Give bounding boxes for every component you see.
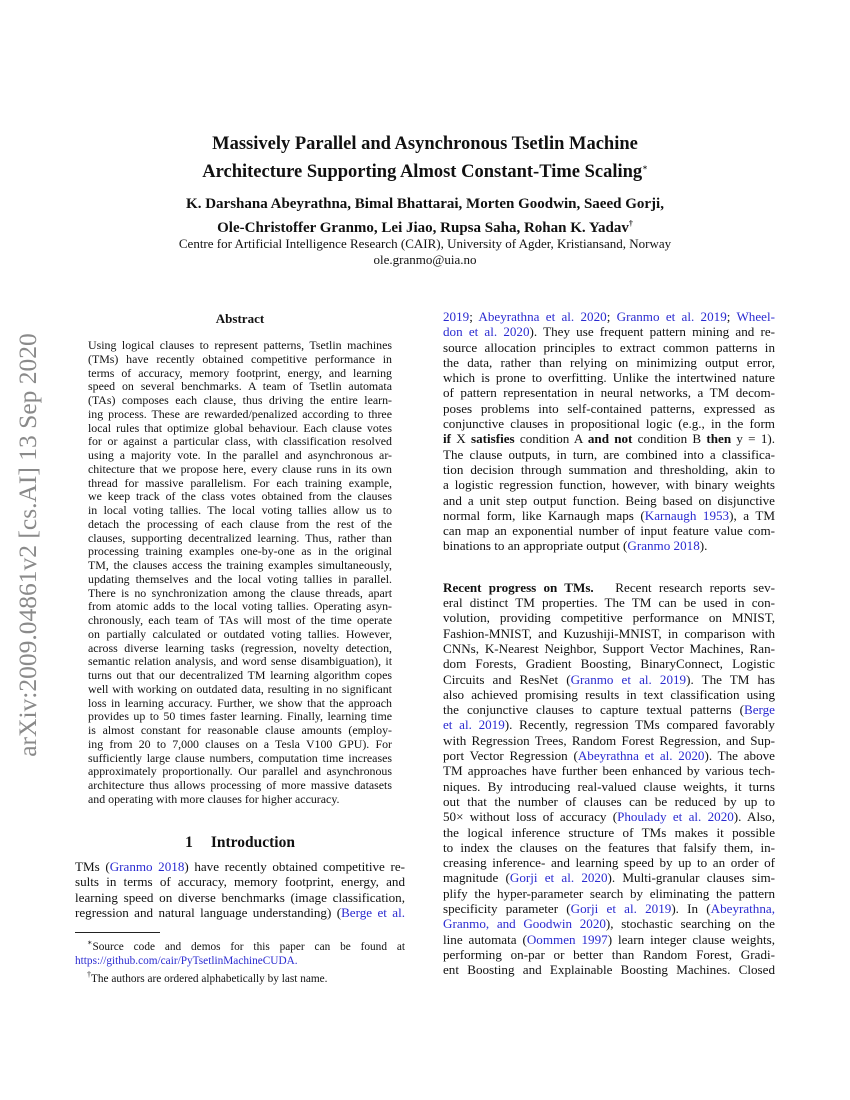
text-line [443, 901, 775, 916]
text-run: of pattern representation in neural networks, a TM decom- [443, 385, 775, 401]
text-line [88, 353, 392, 367]
text-run: ). They use frequent pattern mining and re- [529, 324, 776, 340]
citation-link[interactable]: Berge et al. [341, 904, 405, 920]
footnote-2-mark: † [87, 969, 91, 979]
section-heading-introduction [75, 834, 405, 852]
footnote-2-text: The authors are ordered alphabetically by last name. [91, 972, 328, 985]
text-line [443, 687, 775, 702]
text-line [443, 702, 775, 717]
text-run: CNNs, K-Nearest Neighbor, Support Vector Machines, Ran- [443, 640, 775, 656]
affiliation-email: ole.granmo@uia.no [373, 251, 477, 267]
footnotes [75, 936, 405, 986]
text-line [443, 641, 775, 656]
text-line [88, 697, 392, 711]
text-run: ; [606, 309, 617, 324]
text-run: well with working on outdated data, resulting in no significant [88, 681, 392, 696]
text-run: performing on-par or better than Random Forest, Gradi- [443, 946, 775, 962]
footnote-1-text: Source code and demos for this paper can be found at [92, 940, 405, 953]
text-line [88, 683, 392, 697]
text-run: normal form, like Karnaugh maps ( [443, 507, 645, 523]
text-run: ). Recently, regression TMs compared favorably [504, 717, 775, 733]
bold-text: and not [587, 431, 633, 447]
text-run: updating themselves and the local voting tallies in parallel. [88, 571, 392, 586]
text-run: Fashion-MNIST, and Kuzushiji-MNIST, in comparison with [443, 625, 775, 641]
text-run: Circuits and ResNet ( [443, 671, 571, 687]
text-line [88, 408, 392, 422]
text-run: out that the number of clauses can be reduced by up to [443, 793, 775, 809]
text-run: turns out that our decentralized TM learning algorithm copes [88, 668, 392, 682]
text-run: ), a TM [729, 507, 776, 523]
text-run: poses problems into self-contained patterns, expressed as [443, 400, 775, 416]
citation-link[interactable]: Oommen 1997 [526, 931, 608, 947]
text-run: 50× without loss of accuracy ( [443, 809, 618, 825]
abstract-heading: Abstract [215, 311, 265, 326]
text-run: ). [699, 538, 708, 554]
text-run: ). The above [704, 748, 775, 764]
text-line [88, 573, 392, 587]
introduction-body [75, 859, 405, 920]
text-run: with Regression Trees, Random Forest Regression, and Sup- [443, 732, 775, 748]
text-run: the conjunctive clauses to capture textual patterns ( [443, 702, 744, 718]
section-number: 1 [185, 834, 193, 851]
bold-text: Recent progress on TMs. [443, 579, 594, 595]
text-run: source allocation principles to extract common patterns in [443, 339, 775, 355]
text-line [88, 587, 392, 601]
footnote-2 [75, 968, 405, 986]
title-line-2: Architecture Supporting Almost Constant-Time Scaling [202, 162, 643, 183]
citation-link[interactable]: Granmo, and Goodwin 2020 [443, 916, 606, 932]
text-run: conjunctive clauses in propositional logic (e.g., in the form [443, 416, 775, 432]
text-run: ). The TM has [686, 671, 775, 687]
citation-link[interactable]: Abeyrathna et al. 2020 [478, 309, 607, 324]
text-line [88, 490, 392, 504]
text-line [88, 380, 392, 394]
text-run: in local voting tallies. The local voting tallies allow us to [88, 503, 392, 517]
citation-link[interactable]: Granmo et al. 2019 [616, 309, 727, 324]
text-run: condition B [632, 431, 707, 447]
text-run: ). In ( [671, 900, 711, 916]
text-run: which is prone to overfitting. Unlike the intertwined nature [443, 370, 775, 386]
text-line [88, 669, 392, 683]
text-run: across diverse learning tasks (regression, novelty detection, [88, 640, 392, 655]
text-line [88, 752, 392, 766]
text-run: niques. By introducing real-valued clause weights, it turns [443, 778, 775, 794]
footnote-divider [75, 932, 160, 933]
text-run: ). Multi-granular clauses sim- [607, 870, 775, 886]
text-line [88, 504, 392, 518]
affiliation [0, 236, 850, 267]
text-line [88, 449, 392, 463]
text-run: learning speed on diverse benchmarks (image classification, [75, 889, 405, 905]
text-line [443, 324, 775, 339]
citation-link[interactable]: Granmo 2018 [109, 859, 185, 874]
text-run: eral distinct TM properties. The TM can be used in con- [443, 595, 775, 611]
text-line [443, 855, 775, 870]
citation-link[interactable]: Berge [743, 702, 775, 718]
text-run: ent Boosting and Explainable Boosting Machines. Closed [443, 962, 775, 978]
text-run: using a majority vote. In the parallel and asynchronous ar- [88, 448, 392, 462]
text-line [443, 932, 775, 947]
text-line [443, 477, 775, 492]
text-run: (TAs) composes each clause, thus driving the entire learn- [88, 393, 392, 407]
bold-text: if [443, 431, 451, 447]
text-run: X [451, 431, 471, 447]
text-line [443, 947, 775, 962]
text-run: port Vector Regression ( [443, 748, 578, 764]
text-run: semantic relation analysis, and word sense disambiguation), it [88, 654, 392, 669]
text-line [443, 825, 775, 840]
paragraph [443, 580, 775, 978]
text-run: clauses, supporting decentralized learning. Thus, rather than [88, 530, 392, 545]
affiliation-institution: Centre for Artificial Intelligence Research (CAIR), University of Agder, Kristiansand, Norway [178, 236, 672, 251]
text-line [88, 435, 392, 449]
text-line [443, 733, 775, 748]
text-line [88, 779, 392, 793]
text-line [88, 559, 392, 573]
text-line [443, 431, 775, 446]
citation-link[interactable]: Wheel- [736, 309, 775, 324]
text-line [88, 765, 392, 779]
citation-link[interactable]: Abeyrathna, [710, 900, 775, 916]
text-run: sufficiently large clause numbers, computation time increases [88, 750, 392, 765]
text-line [88, 600, 392, 614]
text-run: ). Also, [733, 809, 776, 825]
text-run: ing from 20 to 7,000 clauses on a Tesla V100 GPU). For [88, 736, 392, 751]
text-run: from atomic adds to the local voting tallies. Operating asyn- [88, 599, 392, 614]
text-run: TM approaches have further been enhanced by various tech- [443, 763, 775, 779]
text-line [443, 610, 775, 625]
text-line [443, 916, 775, 931]
text-run: detach the processing of each clause from the rest of the [88, 516, 392, 531]
text-line [75, 874, 405, 889]
text-line [443, 840, 775, 855]
text-run: ), stochastic searching on the [605, 916, 775, 932]
text-run: TMs ( [75, 859, 110, 874]
text-line [443, 309, 775, 324]
text-line [443, 779, 775, 794]
text-line [88, 339, 392, 353]
text-run: line automata ( [443, 931, 527, 947]
text-run: plify the hyper-parameter search by eliminating the pattern [443, 885, 775, 901]
text-run: binations to an appropriate output ( [443, 538, 628, 554]
text-line [443, 370, 775, 385]
text-line [443, 626, 775, 641]
text-line [443, 717, 775, 732]
text-line [88, 367, 392, 381]
title-line-1: Massively Parallel and Asynchronous Tsetlin Machine [212, 134, 638, 154]
text-run: ) have recently obtained competitive re- [184, 859, 405, 874]
text-run: thread for massive parallelism. For each training example, [88, 475, 392, 490]
bold-text: then [706, 431, 732, 447]
text-run: chronously, each team of TAs will most of the time operate [88, 613, 392, 627]
text-line [75, 890, 405, 905]
text-line [443, 493, 775, 508]
text-run: magnitude ( [443, 870, 510, 886]
text-run: tion decision through summation and thresholding, akin to [443, 461, 775, 477]
text-run: terms of accuracy, memory footprint, energy, and learning [88, 365, 392, 380]
text-line [88, 518, 392, 532]
text-run: provides up to 50 times faster learning. Finally, learning time [88, 709, 392, 724]
text-line [443, 809, 775, 824]
text-line [88, 793, 392, 807]
text-run: can map an exponential number of input feature value com- [443, 523, 775, 539]
citation-link[interactable]: don et al. 2020 [443, 324, 530, 340]
text-run: regression and natural language understanding) ( [75, 904, 342, 920]
text-line [88, 477, 392, 491]
text-line [88, 545, 392, 559]
text-run: The clause outputs, in turn, are combined into a classifica- [443, 446, 775, 462]
source-code-link[interactable]: https://github.com/cair/PyTsetlinMachineCUDA. [75, 954, 298, 967]
text-line [443, 763, 775, 778]
citation-link[interactable]: Karnaugh 1953 [644, 507, 730, 523]
text-line [88, 394, 392, 408]
author-list [0, 195, 850, 238]
footnote-1 [75, 936, 405, 954]
text-line [88, 710, 392, 724]
citation-link[interactable]: Granmo et al. 2019 [570, 671, 687, 687]
abstract-body [88, 339, 392, 807]
paper-title [0, 133, 850, 184]
text-line [443, 340, 775, 355]
text-run: a logistic regression function, however, with binary weights [443, 477, 775, 493]
authors-line-1: K. Darshana Abeyrathna, Bimal Bhattarai, Morten Goodwin, Saeed Gorji, [186, 196, 664, 212]
text-line [88, 422, 392, 436]
text-run: ; [726, 309, 737, 324]
text-run: y = 1). [731, 431, 775, 447]
text-run: ; [469, 309, 479, 324]
authors-line-2: Ole-Christoffer Granmo, Lei Jiao, Rupsa Saha, Rohan K. Yadav [217, 220, 629, 236]
text-line [443, 870, 775, 885]
text-run: dom Forests, Gradient Boosting, BinaryConnect, Logistic [443, 656, 775, 672]
text-line [88, 738, 392, 752]
text-line [443, 794, 775, 809]
text-run: (TMs) have recently obtained competitive performance in [88, 351, 392, 366]
text-run: condition A [514, 431, 588, 447]
text-run: on partially calculated or outdated voting tallies. However, [88, 626, 392, 641]
text-run: ) learn integer clause weights, [607, 931, 775, 947]
text-line [88, 655, 392, 669]
text-run: also achieved promising results in text classification using [443, 686, 775, 702]
section-title: Introduction [210, 834, 295, 851]
citation-link[interactable]: Granmo 2018 [627, 538, 700, 554]
text-run: and a unit step output function. Being based on disjunctive [443, 492, 775, 508]
text-line [443, 447, 775, 462]
text-run: to index the clauses on the features that falsify them, in- [443, 839, 775, 855]
text-line [443, 416, 775, 431]
text-run: chitecture that we propose here, every clause runs in its own [88, 461, 392, 476]
text-run: volution, providing competitive performance on MNIST, [443, 610, 775, 626]
paragraph [88, 339, 392, 807]
paragraph [443, 309, 775, 554]
text-run: the logical inference structure of TMs makes it possible [443, 824, 775, 840]
text-line [75, 859, 405, 874]
citation-link[interactable]: Gorji et al. 2019 [570, 900, 672, 916]
text-run: for or against a particular class, with classification resolved [88, 434, 392, 449]
text-line [443, 462, 775, 477]
text-line [88, 628, 392, 642]
citation-link[interactable]: 2019 [443, 309, 470, 324]
text-line [443, 385, 775, 400]
citation-link[interactable]: Phoulady et al. 2020 [617, 809, 734, 825]
text-run: sults in terms of accuracy, memory footprint, energy, and [75, 874, 405, 890]
text-line [443, 508, 775, 523]
text-run: and operating with more clauses for higher accuracy. [88, 791, 340, 806]
text-line [88, 724, 392, 738]
text-line [75, 905, 405, 920]
text-run: Using logical clauses to represent patterns, Tsetlin machines [88, 338, 392, 352]
text-run: the data, rather than relying on minimizing output error, [443, 354, 775, 370]
text-run: architecture thus allows processing of more massive datasets [88, 778, 392, 792]
text-line [443, 595, 775, 610]
citation-link[interactable]: et al. 2019 [443, 717, 505, 733]
text-line [88, 614, 392, 628]
authors-footnote-mark: † [628, 219, 633, 228]
text-run: is almost constant for reasonable clause amounts (employ- [88, 723, 392, 737]
text-run: approximately proportionally. Our parallel and asynchronous [88, 764, 392, 779]
text-run: local rules that optimize global behaviour. Each clause votes [88, 420, 392, 435]
arxiv-identifier-stamp: arXiv:2009.04861v2 [cs.AI] 13 Sep 2020 [13, 333, 42, 757]
title-footnote-mark: ∗ [642, 163, 648, 172]
text-run: creasing inference- and learning speed by up to an order of [443, 855, 775, 871]
text-line [88, 463, 392, 477]
text-line [443, 962, 775, 977]
bold-text: satisfies [470, 431, 515, 447]
text-run: There is no synchronization among the clause threads, apart [88, 585, 392, 600]
text-line [443, 355, 775, 370]
text-line [88, 642, 392, 656]
text-run: ing process. These are rewarded/penalized according to three [88, 406, 392, 421]
text-run: loss in learning accuracy. Further, we show that the approach [88, 695, 392, 710]
paragraph [75, 859, 405, 920]
text-line [443, 886, 775, 901]
text-line [88, 532, 392, 546]
text-line [443, 538, 775, 553]
text-line [443, 580, 775, 595]
text-line [443, 401, 775, 416]
text-line [443, 656, 775, 671]
text-run: specificity parameter ( [443, 900, 571, 916]
text-run: TM, the clauses access the training examples simultaneously, [88, 558, 392, 572]
text-run: speed on several benchmarks. A team of Tsetlin automata [88, 379, 392, 394]
text-run: Recent research reports sev- [593, 579, 776, 595]
text-line [443, 523, 775, 538]
text-run: we keep track of the class votes obtained from the clauses [88, 489, 392, 504]
citation-link[interactable]: Abeyrathna et al. 2020 [577, 748, 705, 764]
citation-link[interactable]: Gorji et al. 2020 [509, 870, 608, 886]
footnote-1-mark: ∗ [87, 938, 93, 947]
text-line [443, 672, 775, 687]
text-run: processing training examples one-by-one as in the original [88, 544, 392, 559]
right-column-body [443, 309, 775, 977]
text-line [443, 748, 775, 763]
